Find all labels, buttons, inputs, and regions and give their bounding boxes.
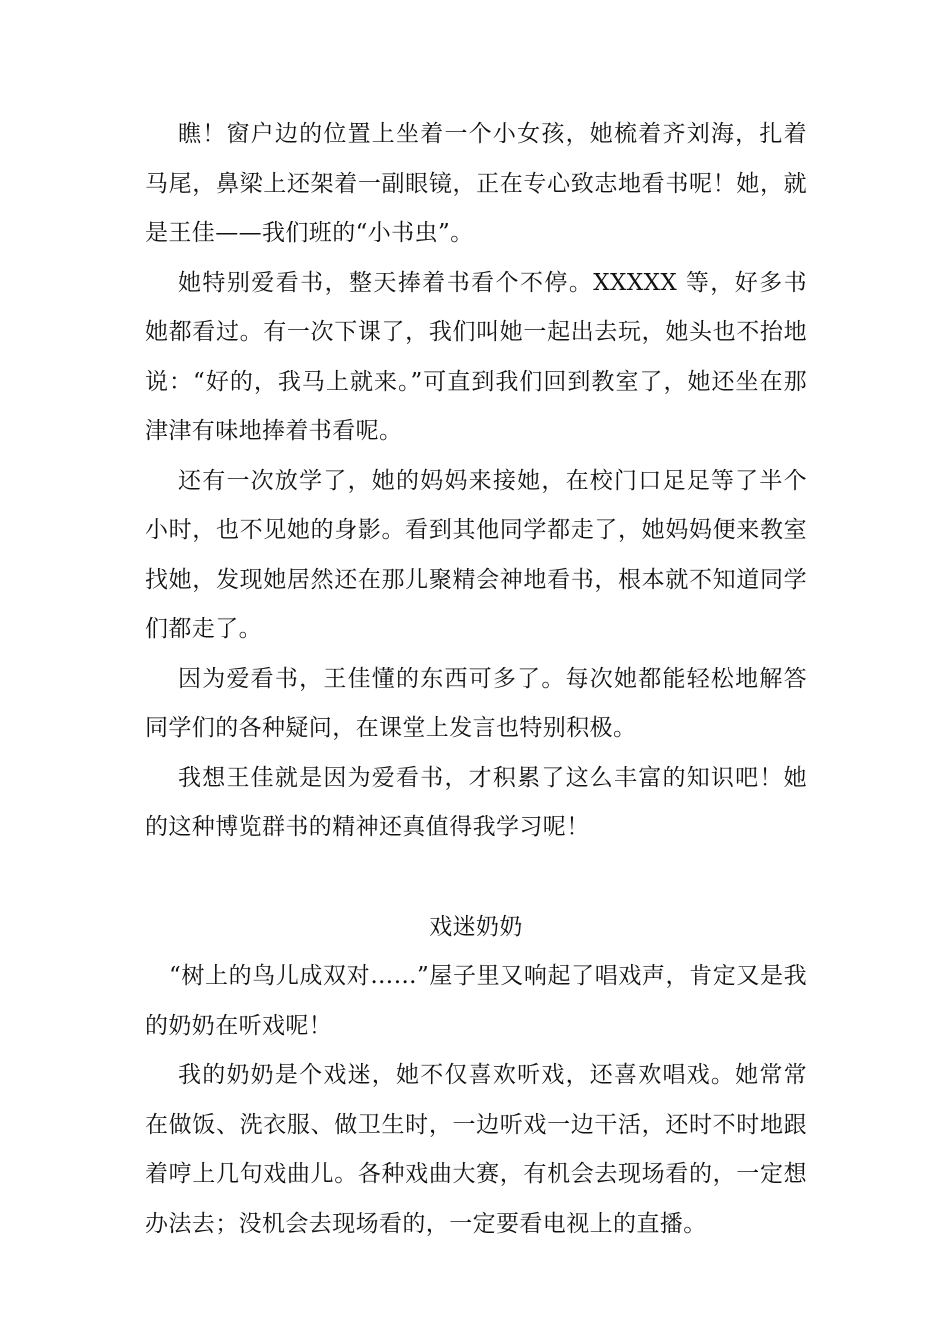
paragraph: 还有一次放学了，她的妈妈来接她，在校门口足足等了半个小时，也不见她的身影。看到其他同学都走了，她妈妈便来教室找她，发现她居然还在那儿聚精会神地看书，根本就不知道同学们都走了。: [145, 467, 807, 642]
document-page: [145, 110, 807, 1249]
paragraph: 我想王佳就是因为爱看书，才积累了这么丰富的知识吧！她的这种博览群书的精神还真值得我学习呢！: [145, 764, 807, 840]
section-title: 戏迷奶奶: [429, 913, 523, 940]
paragraph: “树上的鸟儿成双对……”屋子里又响起了唱戏声，肯定又是我的奶奶在听戏呢！: [145, 963, 807, 1039]
paragraph: 因为爱看书，王佳懂的东西可多了。每次她都能轻松地解答同学们的各种疑问，在课堂上发言也特别积极。: [145, 665, 807, 741]
section-spacer: [145, 853, 807, 903]
paragraph: 我的奶奶是个戏迷，她不仅喜欢听戏，还喜欢唱戏。她常常在做饭、洗衣服、做卫生时，一边听戏一边干活，还时不时地跟着哼上几句戏曲儿。各种戏曲大赛，有机会去现场看的，一定想办法去；没机会去现场看的，一定要看电视上的直播。: [145, 1062, 807, 1237]
paragraph: 瞧！窗户边的位置上坐着一个小女孩，她梳着齐刘海，扎着马尾，鼻梁上还架着一副眼镜，正在专心致志地看书呢！她，就是王佳——我们班的“小书虫”。: [145, 121, 807, 246]
paragraph: 她特别爱看书，整天捧着书看个不停。XXXXX 等，好多书她都看过。有一次下课了，我们叫她一起出去玩，她头也不抬地说：“好的，我马上就来。”可直到我们回到教室了，她还坐在那津津有味地捧着书看呢。: [145, 269, 807, 444]
